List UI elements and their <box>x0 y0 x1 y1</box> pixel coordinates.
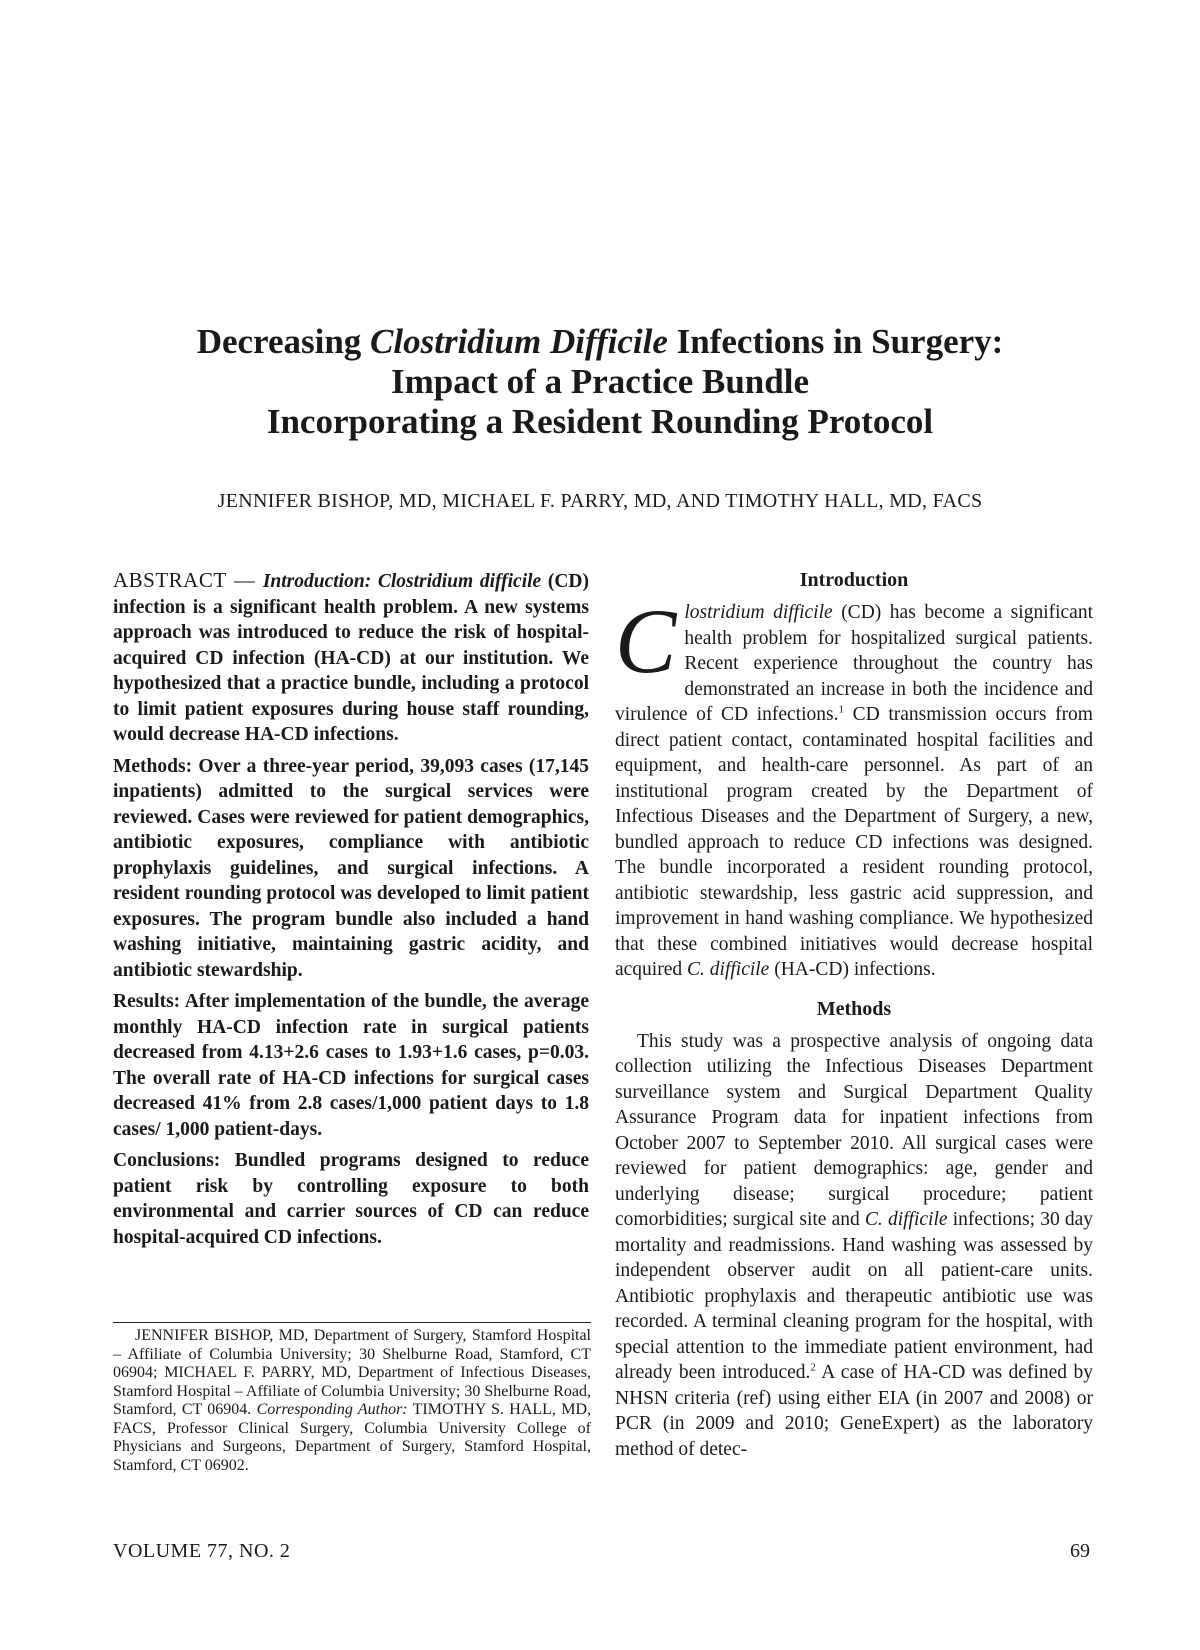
abstract-intro-text: (CD) infection is a significant health problem. A new systems approach was introduced to reduce the risk of hospital-acquired CD infection (HA-CD) at our institution. We hypothesized that a practice bundle, including a protocol to limit patient exposures during house staff rounding, would decrease HA-CD infections. <box>113 571 589 745</box>
intro-text: (HA-CD) infections. <box>769 959 936 980</box>
reference-marker: 1 <box>838 703 845 716</box>
abstract-label: ABSTRACT — <box>113 568 263 592</box>
page-number: 69 <box>1070 1540 1090 1562</box>
footnote-divider <box>113 1322 591 1323</box>
title-text: Infections in Surgery: <box>667 322 1004 361</box>
methods-text: A case of HA-CD was defined by NHSN criteria (ref) using either EIA (in 2007 and 2008) or PCR (in 2009 and 2010; GeneExpert) as the laboratory method of detec- <box>615 1362 1093 1460</box>
drop-cap: C <box>615 590 677 692</box>
introduction-paragraph <box>615 590 1093 983</box>
intro-italic: C. difficile <box>687 959 770 980</box>
introduction-heading: Introduction <box>799 569 909 591</box>
abstract-conclusions: Conclusions: Bundled programs designed to reduce patient risk by controlling exposure to both environmental and carrier sources of CD can reduce hospital-acquired CD infections. <box>113 1150 589 1248</box>
journal-volume: VOLUME 77, NO. 2 <box>113 1540 291 1562</box>
title-line-3: Incorporating a Resident Rounding Protocol <box>266 402 934 441</box>
reference-marker: 2 <box>810 1361 816 1374</box>
title-line-2: Impact of a Practice Bundle <box>391 362 809 401</box>
methods-heading: Methods <box>816 997 892 1020</box>
footnote-text: TIMOTHY S. HALL, MD, FACS, Professor Clinical Surgery, Columbia University College of Physicians and Surgeons, Department of Surgery, Stamford Hospital, Stamford, CT 06902. <box>113 1401 591 1474</box>
intro-text: CD transmission occurs from direct patient contact, contaminated hospital facilities and equipment, and health-care personnel. As part of an institutional program created by the Department of Infectious Diseases and the Department of Surgery, a new, bundled approach to reduce CD infections was designed. The bundle incorporated a resident rounding protocol, antibiotic stewardship, less gastric acid suppression, and improvement in hand washing compliance. We hypothesized that these combined initiatives would decrease hospital acquired <box>615 704 1093 980</box>
abstract-results: Results: After implementation of the bundle, the average monthly HA-CD infection rate in surgical patients decreased from 4.13+2.6 cases to 1.93+1.6 cases, p=0.03. The overall rate of HA-CD infections for surgical cases decreased 41% from 2.8 cases/1,000 patient days to 1.8 cases/ 1,000 patient-days. <box>113 991 589 1140</box>
article-title <box>100 322 1100 442</box>
title-line-1 <box>100 322 1100 362</box>
footnote-text: JENNIFER BISHOP, MD, Department of Surgery, Stamford Hospital – Affiliate of Columbia University; 30 Shelburne Road, Stamford, CT 06904; MICHAEL F. PARRY, MD, Department of Infectious Diseases, Stamford Hospital – Affiliate of Columbia University; 30 Shelburne Road, Stamford, CT 06904. <box>113 1327 591 1418</box>
methods-text: infections; 30 day mortality and readmissions. Hand washing was assessed by independent observer audit on all patient-care units. Antibiotic prophylaxis and therapeutic antibiotic use was recorded. A terminal cleaning program for the hospital, with special attention to the immediate patient environment, had already been introduced. <box>615 1209 1094 1383</box>
title-text: Decreasing <box>196 322 371 361</box>
footnote-italic: Corresponding Author: <box>256 1401 408 1418</box>
title-italic: Clostridium Difficile <box>370 322 668 361</box>
author-list: JENNIFER BISHOP, MD, MICHAEL F. PARRY, MD, AND TIMOTHY HALL, MD, FACS <box>217 490 983 512</box>
abstract-introduction <box>113 568 589 748</box>
abstract-column <box>113 568 589 1256</box>
methods-text: This study was a prospective analysis of ongoing data collection utilizing the Infectious Diseases Department surveillance system and Surgical Department Quality Assurance Program data for inpatient infections from October 2007 to September 2010. All surgical cases were reviewed for patient demographics: age, gender and underlying disease; surgical procedure; patient comorbidities; surgical site and <box>615 1030 1093 1230</box>
body-column <box>615 568 1093 1462</box>
methods-italic: C. difficile <box>864 1209 948 1230</box>
intro-italic: lostridium difficile <box>684 602 833 623</box>
intro-text: (CD) has become a significant health problem for hospitalized surgical patients. Recent experience throughout the country has demonstrated an increase in both the incidence and virulence of CD infections. <box>615 602 1093 725</box>
abstract-intro-heading: Introduction: Clostridium difficile <box>262 571 542 592</box>
author-affiliations-footnote <box>113 1327 591 1475</box>
abstract-methods: Methods: Over a three-year period, 39,093 cases (17,145 inpatients) admitted to the surgical services were reviewed. Cases were reviewed for patient demographics, antibiotic exposures, compliance with antibiotic prophylaxis guidelines, and surgical infections. A resident rounding protocol was developed to limit patient exposures. The program bundle also included a hand washing initiative, maintaining gastric acidity, and antibiotic stewardship. <box>113 755 589 981</box>
methods-paragraph <box>615 1029 1093 1463</box>
